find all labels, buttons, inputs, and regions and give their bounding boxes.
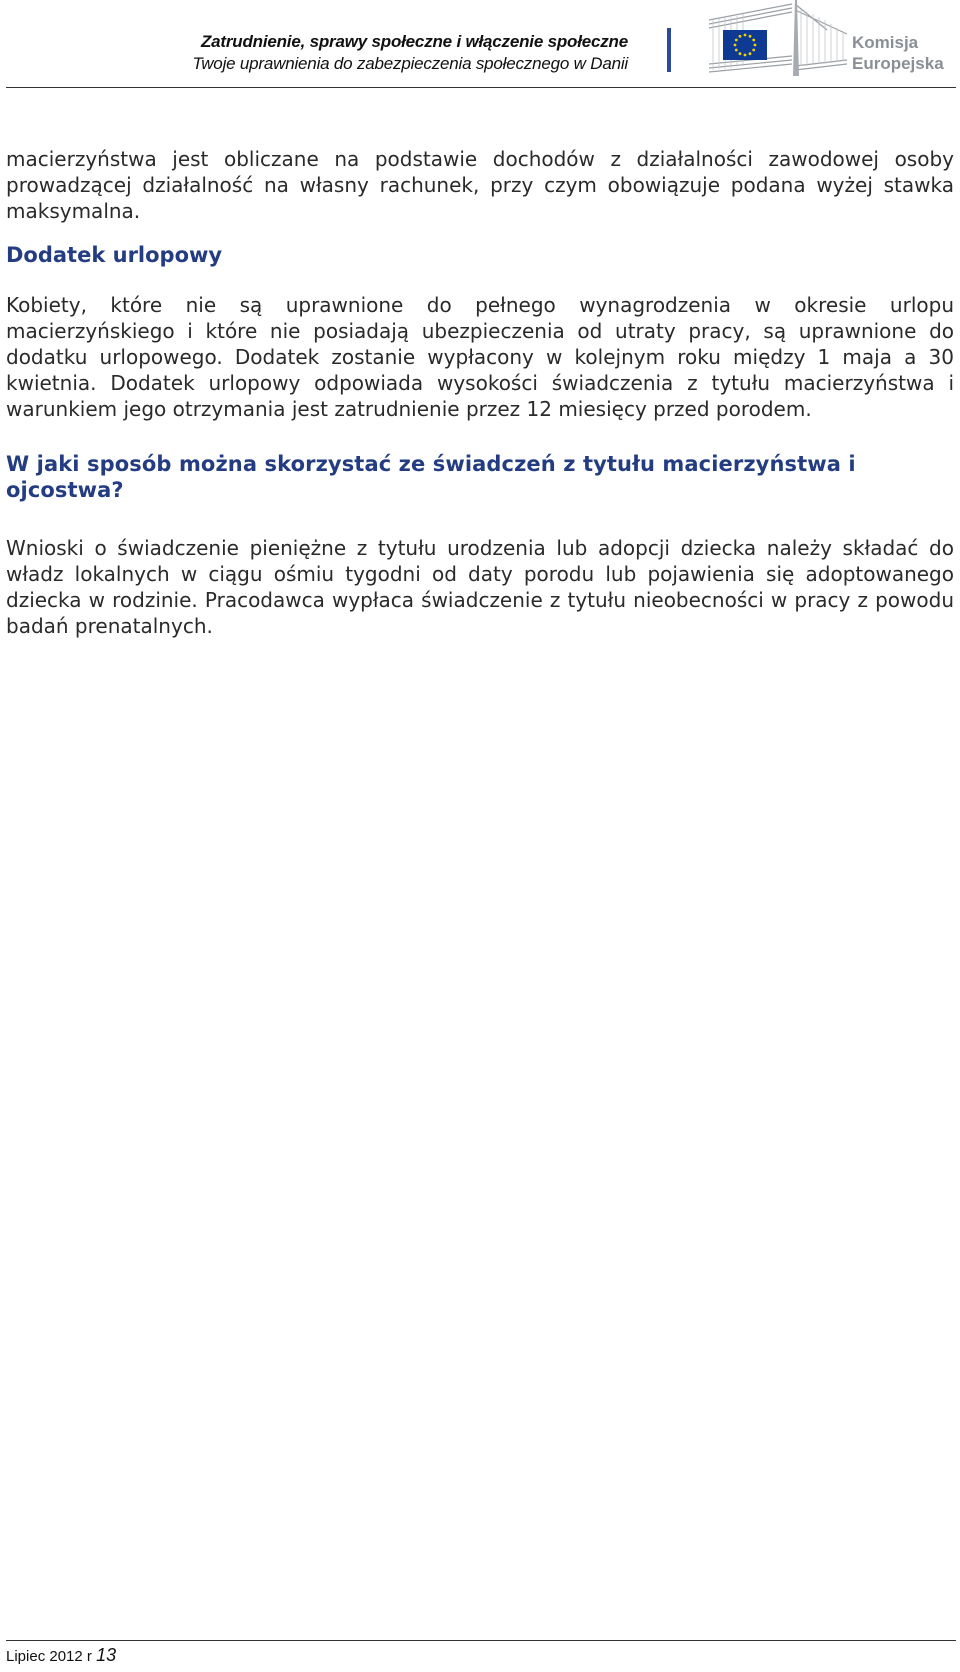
paragraph-holiday-allowance: Kobiety, które nie są uprawnione do pełnego wynagrodzenia w okresie urlopu macierzyńskiego i które nie posiadają ubezpieczenia od utraty pracy, są uprawnione do dodatku urlopowego. Dodatek zostanie wypłacony w kolejnym roku między 1 maja a 30 kwietnia. Dodatek urlopowy odpowiada wysokości świadczenia z tytułu macierzyństwa i warunkiem jego otrzymania jest zatrudnienie przez 12 miesięcy przed porodem.: [6, 292, 954, 422]
paragraph-maximum-rate: macierzyństwa jest obliczane na podstawie dochodów z działalności zawodowej osoby prowadzącej działalność na własny rachunek, przy czym obowiązuje podana wyżej stawka maksymalna.: [6, 147, 954, 224]
paragraph-how-to-claim: Wnioski o świadczenie pieniężne z tytułu urodzenia lub adopcji dziecka należy składać do władz lokalnych w ciągu ośmiu tygodni od daty porodu lub pojawienia się adoptowanego dziecka w rodzinie. Pracodawca wypłaca świadczenie z tytułu nieobecności w pracy z powodu badań prenatalnych.: [6, 535, 954, 639]
header-subtitle: Twoje uprawnienia do zabezpieczenia społecznego w Danii: [192, 54, 628, 73]
heading-holiday-allowance: Dodatek urlopowy: [6, 242, 223, 267]
logo-line-europejska: Europejska: [852, 54, 944, 73]
header-title: Zatrudnienie, sprawy społeczne i włączenie społeczne: [200, 32, 628, 51]
header-accent-bar: [667, 28, 671, 72]
page-footer: [6, 1645, 116, 1667]
header-divider: [6, 87, 956, 88]
page-number: 13: [96, 1645, 117, 1665]
header-titles: [192, 31, 628, 75]
page-header: [0, 0, 960, 90]
heading-how-to-claim: W jaki sposób można skorzystać ze świadczeń z tytułu macierzyństwa i ojcostwa?: [6, 451, 856, 502]
footer-divider: [6, 1640, 956, 1641]
footer-date: Lipiec 2012 r: [6, 1648, 92, 1665]
document-body: [6, 146, 954, 639]
logo-line-komisja: Komisja: [852, 33, 919, 52]
logo-text: [852, 32, 944, 74]
